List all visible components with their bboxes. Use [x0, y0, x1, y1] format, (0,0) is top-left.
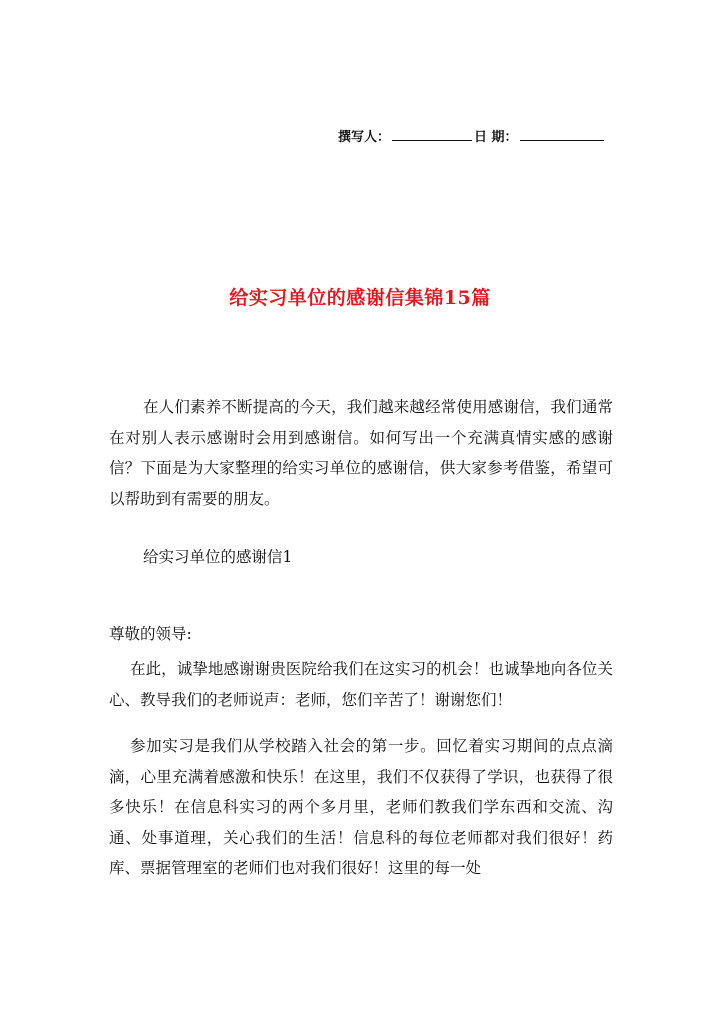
author-date-line: [338, 126, 606, 145]
letter-paragraph-2: 参加实习是我们从学校踏入社会的第一步。回忆着实习期间的点点滴滴，心里充满着感激和快乐！在这里，我们不仅获得了学识，也获得了很多快乐！在信息科实习的两个多月里，老师们教我们学东西和交流、沟通、处事道理，关心我们的生活！信息科的每位老师都对我们很好！药库、票据管理室的老师们也对我们很好！这里的每一处: [109, 737, 613, 877]
letter-heading: 给实习单位的感谢信1: [143, 548, 293, 566]
document-title: 给实习单位的感谢信集锦15篇: [229, 287, 491, 309]
intro-paragraph: 在人们素养不断提高的今天，我们越来越经常使用感谢信，我们通常在对别人表示感谢时会用到感谢信。如何写出一个充满真情实感的感谢信？下面是为大家整理的给实习单位的感谢信，供大家参考借鉴，希望可以帮助到有需要的朋友。: [109, 398, 613, 508]
author-blank: [392, 128, 472, 141]
date-label: 日 期：: [474, 130, 518, 145]
letter-paragraph-1: 在此，诚挚地感谢谢贵医院给我们在这实习的机会！也诚挚地向各位关心、教导我们的老师说声：老师，您们辛苦了！谢谢您们！: [109, 660, 613, 709]
author-label: 撰写人：: [338, 130, 391, 145]
salutation: 尊敬的领导:: [109, 625, 192, 643]
date-blank: [520, 128, 604, 141]
